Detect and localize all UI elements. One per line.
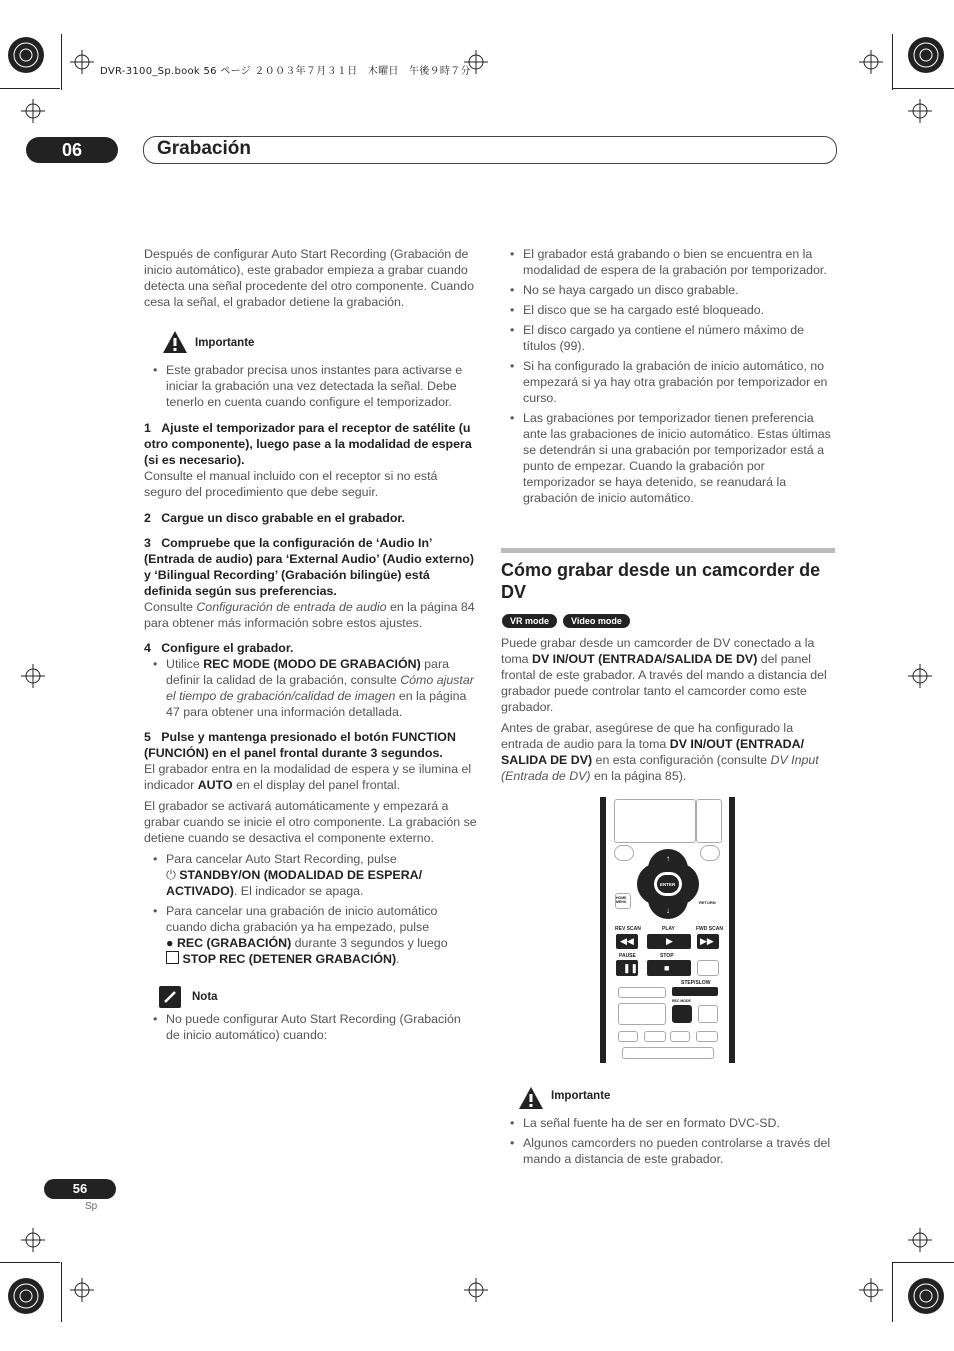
- stop-rec-label: STOP REC (DETENER GRABACIÓN): [182, 952, 397, 966]
- remote-edge-left: [600, 797, 606, 1063]
- dv-p1-post: del panel frontal de este grabador. A través del mando a distancia del grabador puede controlar tanto el camcorder como este grabador.: [501, 652, 827, 714]
- rec-mode-button: [672, 1005, 692, 1023]
- home-menu-label: HOME MENU: [616, 896, 627, 904]
- fwd-scan-icon: ▶▶: [700, 936, 714, 946]
- right-importante-title: Importante: [551, 1090, 611, 1102]
- dv-p1-pre: Puede grabar desde un camcorder de DV conectado a la toma: [501, 636, 815, 666]
- misc-button-area: [618, 1003, 666, 1025]
- play-icon: ▶: [666, 936, 673, 946]
- cancel-bullet-2: [144, 903, 478, 967]
- remote-control-illustration: [600, 797, 735, 1063]
- nota-title: Nota: [192, 991, 218, 1003]
- side-keys-area: [696, 799, 722, 843]
- dv-p2-pre: Antes de grabar, asegúrese de que ha configurado la entrada de audio para la toma: [501, 721, 794, 751]
- step-3-heading: Compruebe que la configuración de ‘Audio In’ (Entrada de audio) para ‘External Audio’ (Audio externo) y ‘Bilingual Recording’ (Grabación bilingüe) está definida según sus preferencias.: [144, 536, 474, 598]
- step-4-heading: Configure el grabador.: [161, 641, 294, 655]
- step-4-bullet-pre: Utilice: [166, 657, 204, 671]
- right-importante-header: [518, 1086, 818, 1112]
- step-4-bullet-post: en la página 47 para obtener una información detallada.: [166, 689, 467, 719]
- dv-in-out-label: DV IN/OUT (ENTRADA/SALIDA DE DV): [532, 652, 758, 666]
- note-pencil-icon: [159, 986, 181, 1008]
- dv-p2-post: en la página 85).: [590, 769, 687, 783]
- left-oval-key: [614, 845, 634, 861]
- dv-input-reference: DV Input (Entrada de DV): [501, 753, 819, 783]
- chapter-title: Grabación: [157, 138, 251, 159]
- play-label: PLAY: [662, 926, 675, 932]
- standby-icon: ⏻: [166, 868, 176, 882]
- extra-button: [697, 960, 719, 976]
- step-4-bullet: [144, 656, 478, 720]
- down-arrow-icon: ↓: [666, 906, 670, 915]
- step-1-text: Consulte el manual incluido con el receptor si no está seguro del procedimiento que debe seguir.: [144, 469, 438, 499]
- cancel-2-pre: Para cancelar una grabación de inicio automático cuando dicha grabación ya ha empezado, pulse: [166, 904, 438, 934]
- step-1-heading: Ajuste el temporizador para el receptor de satélite (u otro componente), luego pase a la modalidad de espera (si es necesario).: [144, 421, 472, 467]
- step-3-reference: Configuración de entrada de audio: [196, 600, 387, 614]
- step-5-title: [144, 729, 478, 761]
- bottom-key-2: [644, 1031, 666, 1042]
- right-importante-bullet-1: • La señal fuente ha de ser en formato DVC-SD.: [501, 1115, 835, 1131]
- nota-header: [144, 989, 478, 1011]
- right-importante-list: [501, 1115, 835, 1167]
- chapter-number: 06: [26, 137, 118, 163]
- page-language: Sp: [85, 1201, 98, 1212]
- cancel-bullet-1: [144, 851, 478, 899]
- step-3-text-post: en la página 84 para obtener más información sobre estos ajustes.: [144, 600, 475, 630]
- rec-dot-icon: ●: [166, 936, 174, 950]
- enter-label: ENTER: [660, 882, 676, 887]
- right-importante-bullet-2: • Algunos camcorders no pueden controlarse a través del mando a distancia de este grabador.: [501, 1135, 835, 1167]
- stop-label: STOP: [660, 953, 674, 959]
- step-5-text-1: [144, 761, 478, 793]
- rec-label: REC (GRABACIÓN): [176, 936, 292, 950]
- rev-scan-label: REV SCAN: [615, 926, 641, 932]
- right-bullet-1: • El grabador está grabando o bien se encuentra en la modalidad de espera de la grabación por temporizador.: [501, 246, 835, 278]
- section-heading: Cómo grabar desde un camcorder de DV: [501, 560, 821, 602]
- step-2-heading: Cargue un disco grabable en el grabador.: [161, 511, 405, 525]
- mode-pills: [502, 611, 636, 629]
- nota-bullet: • No puede configurar Auto Start Recording (Grabación de inicio automático) cuando:: [144, 1011, 478, 1043]
- importante-bullet: • Este grabador precisa unos instantes para activarse e iniciar la grabación una vez detectada la señal. Debe tenerlo en cuenta cuando configure el temporizador.: [144, 362, 478, 410]
- cancel-1-post: . El indicador se apaga.: [233, 884, 364, 898]
- fwd-scan-label: FWD SCAN: [696, 926, 723, 932]
- step-slow-label: STEP/SLOW: [681, 980, 711, 986]
- return-label: RETURN: [699, 900, 716, 905]
- auto-indicator-label: AUTO: [197, 778, 233, 792]
- step-5-number: 5: [144, 730, 151, 744]
- up-arrow-icon: ↑: [666, 854, 670, 863]
- rec-mode-button-label: REC MODE (MODO DE GRABACIÓN): [203, 657, 421, 671]
- right-column: [501, 246, 835, 506]
- standby-on-label: STANDBY/ON (MODALIDAD DE ESPERA/ ACTIVADO): [166, 868, 423, 898]
- step-2-title: [144, 510, 478, 526]
- dv-paragraph-1: [501, 635, 835, 715]
- step-4-number: 4: [144, 641, 151, 655]
- stop-icon: ■: [664, 963, 670, 973]
- importante-title: Importante: [195, 337, 255, 349]
- bottom-key-row: [622, 1047, 714, 1059]
- step-5-text-2: El grabador se activará automáticamente y empezará a grabar cuando se inicie el otro componente. La grabación se detiene cuando se desactiva el componente externo.: [144, 799, 477, 845]
- cancel-2-post: .: [396, 952, 400, 966]
- step-slow-button: [672, 987, 718, 996]
- remote-edge-right: [729, 797, 735, 1063]
- pause-icon: ❚❚: [623, 963, 639, 973]
- right-bullet-6: • Las grabaciones por temporizador tienen preferencia ante las grabaciones de inicio automático. Estas últimas se detendrán si una grabación por temporizador está a punto de empezar. Cuando la grabación por temporizador se haya detenido, se reanudará la grabación de inicio automático.: [501, 410, 835, 506]
- step-1-number: 1: [144, 421, 151, 435]
- right-bullet-5: • Si ha configurado la grabación de inicio automático, no empezará si ya hay otra grabación por temporizador en curso.: [501, 358, 835, 406]
- right-oval-key: [700, 845, 720, 861]
- misc-button-wide: [618, 987, 666, 998]
- video-mode-badge: Video mode: [563, 614, 630, 628]
- dv-p2-mid: en esta configuración (consulte: [592, 753, 771, 767]
- step-3-title: [144, 535, 478, 599]
- number-keys-area: [614, 799, 696, 843]
- right-bullet-2: • No se haya cargado un disco grabable.: [501, 282, 835, 298]
- vr-mode-badge: VR mode: [502, 614, 557, 628]
- print-slug: DVR-3100_Sp.book 56 ページ ２００３年７月３１日 木曜日 午後９時７分: [100, 66, 471, 77]
- step-5-text-post: en el display del panel frontal.: [232, 778, 401, 792]
- warning-hand-icon: [162, 330, 188, 354]
- bottom-key-1: [618, 1031, 638, 1042]
- intro-paragraph: Después de configurar Auto Start Recording (Grabación de inicio automático), este grabador empieza a grabar cuando detecta una señal procedente del otro componente. Cuando cesa la señal, el grabador detiene la grabación.: [144, 247, 474, 309]
- pause-label: PAUSE: [619, 953, 636, 959]
- step-5-heading: Pulse y mantenga presionado el botón FUNCTION (FUNCIÓN) en el panel frontal durante 3 segundos.: [144, 730, 456, 760]
- right-bullet-4: • El disco cargado ya contiene el número máximo de títulos (99).: [501, 322, 835, 354]
- section-rule: [501, 548, 835, 553]
- cancel-1-pre: Para cancelar Auto Start Recording, pulse: [166, 852, 397, 866]
- warning-hand-icon: [518, 1086, 544, 1110]
- dv-in-out-label-2: DV IN/OUT (ENTRADA/ SALIDA DE DV): [501, 737, 805, 767]
- rec-mode-label: REC MODE: [672, 999, 691, 1003]
- step-3-number: 3: [144, 536, 151, 550]
- importante-header: [144, 332, 478, 356]
- step-4-reference: Cómo ajustar el tiempo de grabación/calidad de imagen: [166, 673, 474, 703]
- step-1-title: [144, 420, 478, 468]
- stop-square-icon: [166, 951, 179, 964]
- bottom-key-3: [670, 1031, 690, 1042]
- dv-paragraph-2: [501, 720, 835, 784]
- step-4-bullet-mid: para definir la calidad de la grabación, consulte: [166, 657, 449, 687]
- step-3-text-pre: Consulte: [144, 600, 197, 614]
- dv-section-text: [501, 635, 835, 784]
- misc-button-right: [698, 1005, 718, 1023]
- step-5-text-pre: El grabador entra en la modalidad de espera y se ilumina el indicador: [144, 762, 472, 792]
- step-4-title: [144, 640, 478, 656]
- page-number: 56: [44, 1179, 116, 1199]
- rev-scan-icon: ◀◀: [620, 936, 634, 946]
- step-2-number: 2: [144, 511, 151, 525]
- cancel-2-mid: durante 3 segundos y luego: [291, 936, 448, 950]
- left-column: [144, 246, 478, 1043]
- step-3-text: [144, 599, 478, 631]
- right-bullet-3: • El disco que se ha cargado esté bloqueado.: [501, 302, 835, 318]
- bottom-key-4: [696, 1031, 718, 1042]
